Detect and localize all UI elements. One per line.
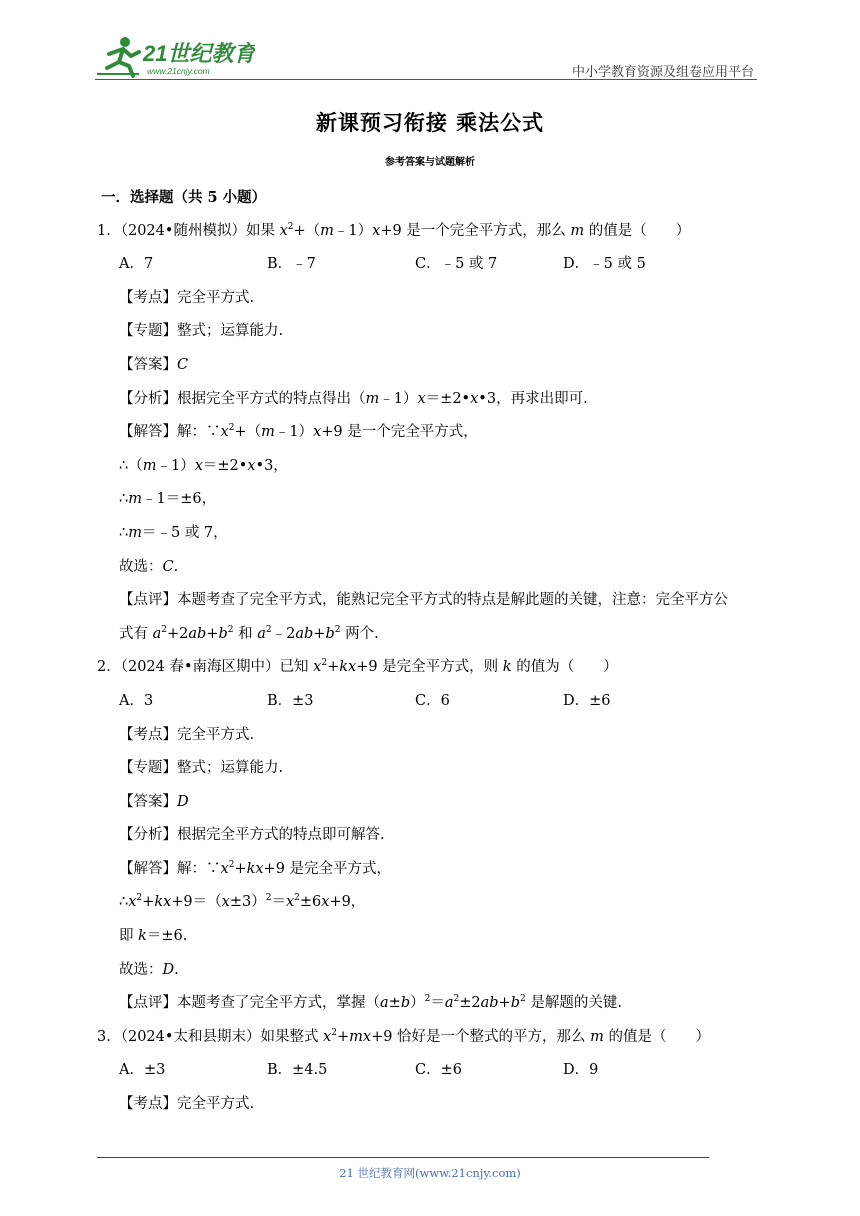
question-3-options (97, 1054, 767, 1088)
q1-kaodian: 【考点】完全平方式. (119, 289, 255, 306)
section-heading: 一．选择题（共 5 小题） (101, 189, 267, 206)
q2-answer: 【答案】D (119, 793, 189, 810)
q2-step-1: $\therefore x^2+kx+9=(x\pm 3)^2=x^2\pm 6x+9$， (119, 893, 366, 911)
site-logo (95, 34, 255, 78)
q1-answer: 【答案】C (119, 356, 189, 373)
option-d[interactable]: D．﹣5 或 5 (563, 256, 646, 273)
header-divider (95, 79, 757, 80)
q1-step-3: ∴m＝﹣5 或 7， (119, 524, 228, 541)
q3-kaodian: 【考点】完全平方式. (119, 1096, 255, 1113)
q1-comment-cont: 式有 $a^2+2ab+b^2$ 和 $a^2﹣2ab+b^2$ 两个. (119, 624, 379, 642)
footer-divider (97, 1157, 709, 1158)
question-1-stem: 1．（2024•随州模拟）如果 $x^2+(m﹣1)x+9$ 是一个完全平方式，那么 m 的值是（ ） (97, 221, 691, 239)
option-b[interactable]: B．±4.5 (267, 1062, 328, 1079)
q2-step-3: 故选：D. (119, 961, 179, 978)
runner-icon (97, 37, 139, 76)
option-b[interactable]: B．﹣7 (267, 256, 316, 273)
option-b[interactable]: B．±3 (267, 692, 314, 709)
q2-analysis: 【分析】根据完全平方式的特点即可解答. (119, 827, 385, 844)
q1-zhuanti: 【专题】整式；运算能力. (119, 323, 284, 340)
question-2-options (97, 685, 767, 719)
logo-url: www.21cnjy.com (147, 66, 210, 76)
q1-comment: 【点评】本题考查了完全平方式，能熟记完全平方式的特点是解此题的关键，注意：完全平方公 (119, 592, 728, 609)
option-c[interactable]: C．6 (415, 692, 450, 709)
option-a[interactable]: A．7 (119, 256, 154, 273)
q1-solution: 【解答】解：$\because x^2+(m﹣1)x+9$ 是一个完全平方式， (119, 423, 478, 441)
q1-step-1: ∴（m﹣1）x＝±2•x•3， (119, 457, 288, 474)
page-subtitle: 参考答案与试题解析 (385, 157, 475, 168)
q2-comment: 【点评】本题考查了完全平方式，掌握$(a\pm b)^2=a^2\pm 2ab+b^2$ 是解题的关键. (119, 994, 622, 1012)
q1-analysis: 【分析】根据完全平方式的特点得出（m﹣1）x＝±2•x•3，再求出即可. (119, 390, 588, 407)
question-1-options (97, 248, 767, 282)
option-d[interactable]: D．9 (563, 1062, 599, 1079)
option-c[interactable]: C．±6 (415, 1062, 462, 1079)
option-a[interactable]: A．3 (119, 692, 154, 709)
q1-step-4: 故选：C. (119, 558, 179, 575)
option-c[interactable]: C．﹣5 或 7 (415, 256, 498, 273)
logo-text: 21世纪教育 (143, 41, 255, 66)
q2-zhuanti: 【专题】整式；运算能力. (119, 760, 284, 777)
q2-step-2: 即 k＝±6. (119, 928, 188, 945)
q2-kaodian: 【考点】完全平方式. (119, 726, 255, 743)
option-d[interactable]: D．±6 (563, 692, 611, 709)
option-a[interactable]: A．±3 (119, 1062, 166, 1079)
q2-solution: 【解答】解：$\because x^2+kx+9$ 是完全平方式， (119, 859, 392, 877)
q1-step-2: ∴m﹣1＝±6， (119, 491, 217, 508)
question-2-stem: 2．（2024 春•南海区期中）已知 $x^2+kx+9$ 是完全平方式，则 k 的值为（ ） (97, 658, 618, 676)
page-title: 新课预习衔接 乘法公式 (315, 111, 545, 135)
footer-link[interactable]: 21 世纪教育网(www.21cnjy.com) (339, 1166, 521, 1180)
document-body (97, 181, 767, 1122)
question-3-stem: 3．（2024•太和县期末）如果整式 $x^2+mx+9$ 恰好是一个整式的平方，那么 m 的值是（ ） (97, 1027, 711, 1045)
platform-name: 中小学教育资源及组卷应用平台 (571, 65, 754, 80)
